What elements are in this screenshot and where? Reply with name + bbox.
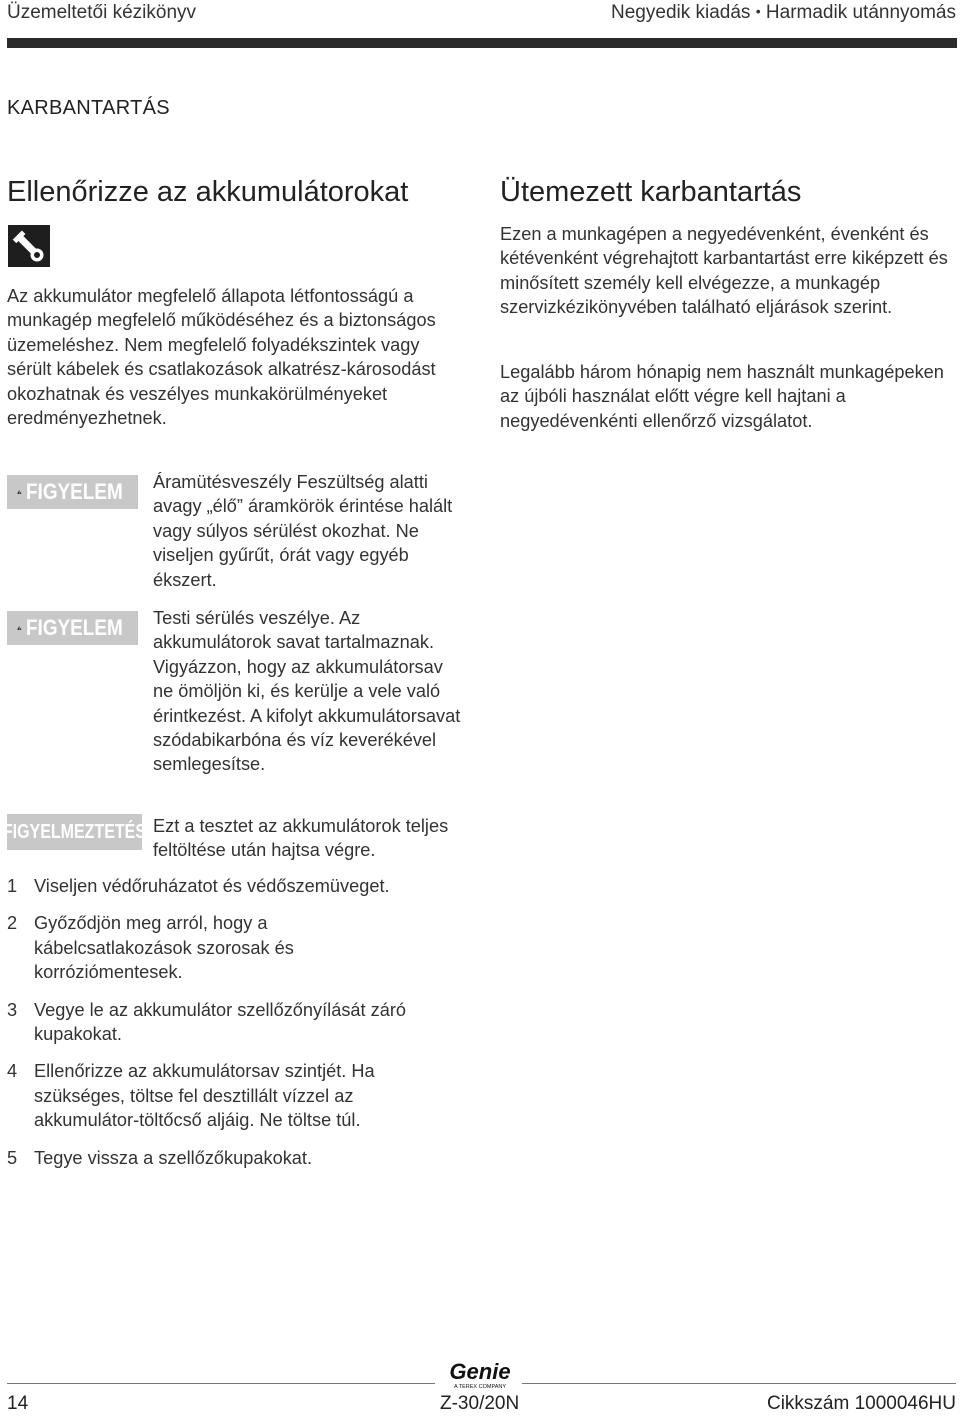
edition-info (611, 2, 956, 24)
procedure-steps (7, 874, 467, 1183)
caution-badge-label: FIGYELMEZTETÉS (2, 820, 147, 843)
reprint-label: Harmadik utánnyomás (765, 2, 956, 23)
warning-badge (7, 611, 138, 645)
page-number: 14 (7, 1393, 29, 1414)
caution-badge (2, 814, 147, 850)
step-text: Tegye vissza a szellőzőkupakokat. (34, 1147, 313, 1168)
step-text: Vegye le az akkumulátor szellőzőnyílását záró kupakokat. (34, 999, 407, 1045)
scheduled-maintenance-text: Ezen a munkagépen a negyedévenként, évenként és kétévenként végrehajtott karbantartást erre kiképzett és minősített személy kell elvégezze, a munkagép szervizkézikönyvében található eljárások szerint. (500, 224, 948, 318)
step-text: Győződjön meg arról, hogy a kábelcsatlakozások szorosak és korróziómentesek. (34, 913, 294, 983)
step-item (7, 998, 467, 1047)
step-number: 3 (7, 999, 18, 1020)
model-number: Z-30/20N (440, 1393, 520, 1414)
warning-badge (7, 475, 138, 509)
step-number: 4 (7, 1061, 18, 1082)
battery-intro-text: Az akkumulátor megfelelő állapota létfontosságú a munkagép megfelelő működéséhez és a biztonságos üzemeléshez. Nem megfelelő folyadékszintek vagy sérült kábelek és csatlakozások alkatrész-károsodást okozhatnak és veszélyes munkakörülményeket eredményezhetnek. (7, 286, 436, 429)
warning-badge-label: FIGYELEM (25, 615, 123, 640)
electrocution-warning-text: Áramütésveszély Feszültség alatti avagy „élő” áramkörök érintése halált vagy súlyos sérülést okozhat. Ne viseljen gyűrűt, órát vagy egyéb ékszert. (153, 472, 453, 590)
svg-text:Genie: Genie (449, 1359, 511, 1384)
step-item (7, 911, 467, 984)
step-item (7, 1146, 467, 1170)
section-label: KARBANTARTÁS (7, 97, 170, 119)
step-item (7, 1059, 467, 1132)
warning-triangle-icon (17, 481, 22, 503)
header-rule (7, 38, 957, 48)
svg-text:A TEREX COMPANY: A TEREX COMPANY (453, 1384, 507, 1390)
scheduled-maintenance-heading: Ütemezett karbantartás (500, 176, 802, 208)
step-text: Ellenőrizze az akkumulátorsav szintjét. Ha szükséges, töltse fel desztillált vízzel az akkumulátor-töltőcső aljáig. Ne töltse túl. (34, 1061, 375, 1131)
part-number: Cikkszám 1000046HU (766, 1393, 956, 1414)
step-text: Viseljen védőruházatot és védőszemüveget. (34, 876, 390, 896)
caution-text: Ezt a tesztet az akkumulátorok teljes feltöltése után hajtsa végre. (153, 816, 449, 861)
inactivity-inspection-text: Legalább három hónapig nem használt munkagépeken az újbóli használat előtt végre kell hajtani a negyedévenkénti ellenőrző vizsgálatot. (500, 362, 944, 431)
acid-warning-text: Testi sérülés veszélye. Az akkumulátorok savat tartalmaznak. Vigyázzon, hogy az akkumulátorsav ne ömöljön ki, és kerülje a vele való érintkezést. A kifolyt akkumulátorsavat szódabikarbóna és víz keverékével semlegesítse. (153, 608, 461, 775)
edition-separator: • (755, 3, 761, 19)
battery-check-heading: Ellenőrizze az akkumulátorokat (7, 176, 409, 208)
step-number: 1 (7, 876, 18, 896)
document-title: Üzemeltetői kézikönyv (7, 2, 197, 23)
step-item (7, 874, 467, 898)
footer-rule-left (7, 1383, 435, 1384)
step-number: 5 (7, 1147, 18, 1168)
warning-badge-label: FIGYELEM (25, 479, 123, 504)
step-number: 2 (7, 913, 18, 934)
edition-label: Negyedik kiadás (611, 2, 751, 23)
tool-wrench-icon (8, 225, 50, 267)
genie-logo (438, 1358, 522, 1392)
footer-rule-right (522, 1383, 956, 1384)
warning-triangle-icon (17, 617, 22, 639)
